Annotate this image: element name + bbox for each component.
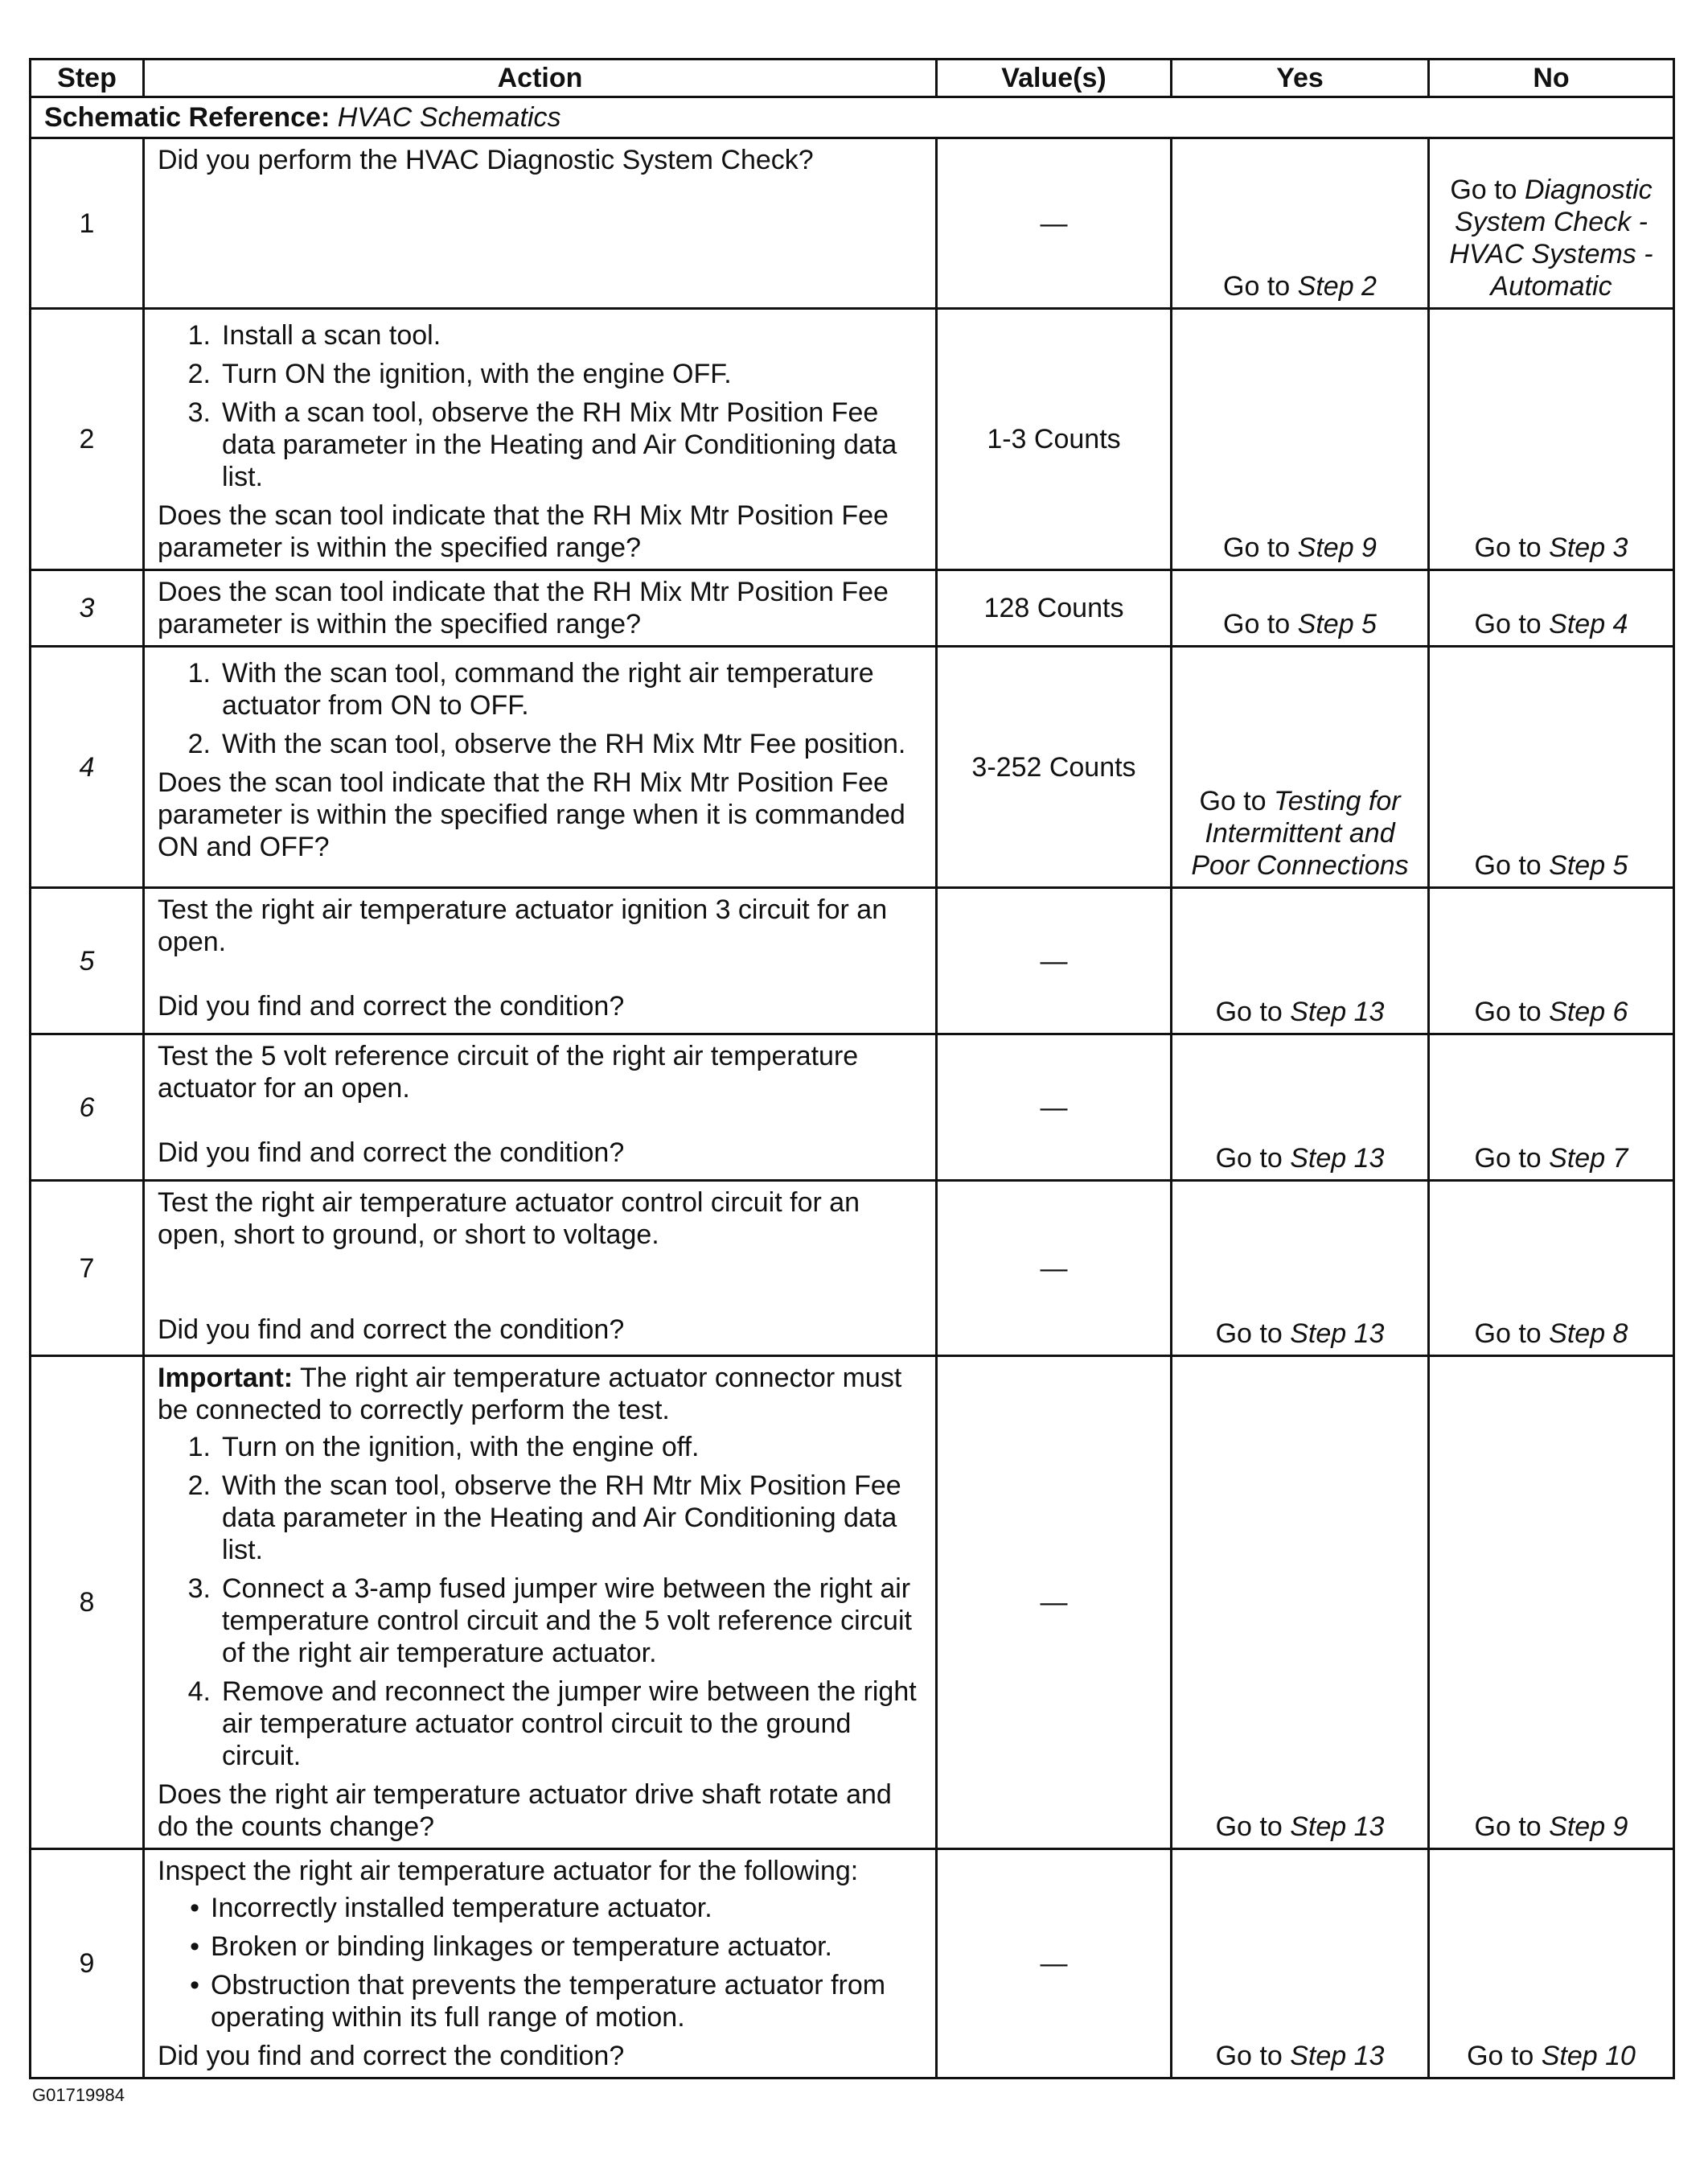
step-number: 7 [31, 1181, 144, 1356]
yes-link[interactable]: Step 2 [1297, 271, 1377, 302]
table-row [31, 888, 1674, 1034]
yes-link[interactable]: Step 13 [1290, 1318, 1385, 1349]
action-question: Does the right air temperature actuator drive shaft rotate and do the counts change? [158, 1779, 892, 1842]
action-cell [144, 138, 937, 309]
no-link[interactable]: Diagnostic System Check - HVAC Systems - Automatic [1449, 175, 1653, 302]
action-question: Does the scan tool indicate that the RH Mix Mtr Position Fee parameter is within the specified range? [158, 500, 889, 563]
action-question: Did you find and correct the condition? [158, 991, 625, 1022]
action-question: Did you find and correct the condition? [158, 1314, 625, 1345]
list-item: • Broken or binding linkages or temperature actuator. [190, 1931, 833, 1962]
table-row [31, 1034, 1674, 1181]
action-intro: Test the 5 volt reference circuit of the right air temperature actuator for an open. [158, 1041, 859, 1104]
no-prefix: Go to [1474, 850, 1542, 881]
value-cell: 3-252 Counts [937, 647, 1172, 888]
yes-cell [1172, 1181, 1429, 1356]
step-number: 5 [31, 888, 144, 1034]
list-item: 4. Remove and reconnect the jumper wire between the right air temperature actuator control circuit to the ground circuit. [187, 1676, 917, 1771]
no-cell [1429, 1034, 1674, 1181]
schematic-label: Schematic Reference: [44, 102, 331, 133]
schematic-reference-row [31, 97, 1674, 138]
value-cell: 128 Counts [937, 570, 1172, 647]
yes-prefix: Go to [1215, 1318, 1283, 1349]
step-number: 9 [31, 1849, 144, 2078]
table-row [31, 138, 1674, 309]
action-intro: Did you perform the HVAC Diagnostic System Check? [158, 145, 814, 175]
yes-prefix: Go to [1223, 532, 1291, 563]
value-cell: — [937, 1356, 1172, 1849]
yes-prefix: Go to [1223, 271, 1291, 302]
header-row [31, 60, 1674, 97]
value-cell: — [937, 1849, 1172, 2078]
yes-link[interactable]: Step 5 [1297, 609, 1377, 639]
yes-cell [1172, 138, 1429, 309]
list-item: 2. With the scan tool, observe the RH Mtr Mix Position Fee data parameter in the Heating and Air Conditioning data list. [187, 1470, 901, 1565]
yes-cell [1172, 888, 1429, 1034]
list-item: 1. With the scan tool, command the right air temperature actuator from ON to OFF. [187, 658, 874, 721]
table-row [31, 570, 1674, 647]
step-number: 6 [31, 1034, 144, 1181]
important-label: Important: [158, 1363, 294, 1393]
no-link[interactable]: Step 3 [1549, 532, 1628, 563]
no-link[interactable]: Step 10 [1541, 2041, 1636, 2071]
schematic-reference [31, 97, 1674, 138]
step-number: 2 [31, 309, 144, 570]
figure-code: G01719984 [32, 2085, 125, 2105]
action-cell [144, 570, 937, 647]
no-link[interactable]: Step 6 [1549, 997, 1628, 1027]
no-link[interactable]: Step 8 [1549, 1318, 1628, 1349]
yes-cell [1172, 570, 1429, 647]
table-row [31, 1849, 1674, 2078]
step-number: 1 [31, 138, 144, 309]
no-cell [1429, 1849, 1674, 2078]
yes-prefix: Go to [1215, 2041, 1283, 2071]
header-values: Value(s) [937, 60, 1172, 97]
no-prefix: Go to [1474, 609, 1542, 639]
no-link[interactable]: Step 4 [1549, 609, 1628, 639]
action-list [158, 1431, 922, 1772]
value-cell: — [937, 1181, 1172, 1356]
list-item: • Obstruction that prevents the temperature actuator from operating within its full range of motion. [190, 1970, 886, 2033]
action-list [158, 657, 922, 760]
action-intro: Test the right air temperature actuator ignition 3 circuit for an open. [158, 894, 888, 957]
important-text: The right air temperature actuator connector must be connected to correctly perform the test. [158, 1363, 902, 1425]
yes-cell [1172, 1034, 1429, 1181]
step-number: 4 [31, 647, 144, 888]
list-item: • Incorrectly installed temperature actuator. [190, 1893, 712, 1923]
no-cell [1429, 888, 1674, 1034]
action-question: Did you find and correct the condition? [158, 2041, 625, 2071]
yes-link[interactable]: Step 13 [1290, 997, 1385, 1027]
no-prefix: Go to [1474, 1318, 1542, 1349]
no-cell [1429, 309, 1674, 570]
yes-link[interactable]: Step 13 [1290, 2041, 1385, 2071]
yes-cell [1172, 309, 1429, 570]
header-step: Step [31, 60, 144, 97]
yes-prefix: Go to [1199, 786, 1267, 816]
action-cell [144, 647, 937, 888]
value-cell: — [937, 138, 1172, 309]
action-cell [144, 1034, 937, 1181]
header-yes: Yes [1172, 60, 1429, 97]
no-prefix: Go to [1450, 175, 1517, 205]
no-link[interactable]: Step 7 [1549, 1143, 1628, 1174]
yes-link[interactable]: Testing for Intermittent and Poor Connections [1191, 786, 1409, 881]
yes-prefix: Go to [1215, 1143, 1283, 1174]
no-cell [1429, 1181, 1674, 1356]
no-prefix: Go to [1474, 1143, 1542, 1174]
action-cell [144, 888, 937, 1034]
action-list [158, 319, 922, 493]
table-row [31, 1356, 1674, 1849]
list-item: 3. Connect a 3-amp fused jumper wire between the right air temperature control circuit and the 5 volt reference circuit of the right air temperature actuator. [187, 1573, 912, 1668]
no-prefix: Go to [1474, 997, 1542, 1027]
no-link[interactable]: Step 9 [1549, 1811, 1628, 1842]
no-prefix: Go to [1474, 1811, 1542, 1842]
diagnostic-table [29, 58, 1675, 2079]
action-question: Does the scan tool indicate that the RH Mix Mtr Position Fee parameter is within the specified range? [158, 577, 889, 639]
list-item: 1. Turn on the ignition, with the engine off. [187, 1432, 700, 1462]
yes-link[interactable]: Step 13 [1290, 1811, 1385, 1842]
yes-link[interactable]: Step 9 [1297, 532, 1377, 563]
step-number: 3 [31, 570, 144, 647]
value-cell: — [937, 888, 1172, 1034]
no-prefix: Go to [1467, 2041, 1534, 2071]
action-intro: Inspect the right air temperature actuator for the following: [158, 1856, 859, 1886]
list-item: 3. With a scan tool, observe the RH Mix Mtr Position Fee data parameter in the Heating and Air Conditioning data list. [187, 397, 897, 492]
yes-cell [1172, 1356, 1429, 1849]
table-row [31, 1181, 1674, 1356]
action-list [158, 1892, 922, 2033]
table-row [31, 309, 1674, 570]
list-item: 2. Turn ON the ignition, with the engine OFF. [187, 359, 732, 389]
action-cell [144, 309, 937, 570]
action-cell [144, 1181, 937, 1356]
schematic-link[interactable]: HVAC Schematics [337, 102, 561, 133]
list-item: 2. With the scan tool, observe the RH Mix Mtr Fee position. [187, 729, 906, 759]
yes-prefix: Go to [1223, 609, 1291, 639]
header-action: Action [144, 60, 937, 97]
action-cell [144, 1849, 937, 2078]
no-prefix: Go to [1474, 532, 1542, 563]
important-note [158, 1362, 922, 1426]
no-cell [1429, 138, 1674, 309]
table-row [31, 647, 1674, 888]
action-intro: Test the right air temperature actuator control circuit for an open, short to ground, or short to voltage. [158, 1187, 860, 1250]
diagnostic-table-page [29, 58, 1673, 2079]
step-number: 8 [31, 1356, 144, 1849]
yes-prefix: Go to [1215, 1811, 1283, 1842]
action-question: Did you find and correct the condition? [158, 1137, 625, 1168]
action-cell [144, 1356, 937, 1849]
value-cell: 1-3 Counts [937, 309, 1172, 570]
yes-link[interactable]: Step 13 [1290, 1143, 1385, 1174]
no-cell [1429, 570, 1674, 647]
action-question: Does the scan tool indicate that the RH Mix Mtr Position Fee parameter is within the specified range when it is commanded ON and OFF? [158, 767, 905, 862]
yes-prefix: Go to [1215, 997, 1283, 1027]
no-link[interactable]: Step 5 [1549, 850, 1628, 881]
header-no: No [1429, 60, 1674, 97]
yes-cell [1172, 1849, 1429, 2078]
no-cell [1429, 1356, 1674, 1849]
list-item: 1. Install a scan tool. [187, 320, 441, 351]
yes-cell [1172, 647, 1429, 888]
value-cell: — [937, 1034, 1172, 1181]
no-cell [1429, 647, 1674, 888]
